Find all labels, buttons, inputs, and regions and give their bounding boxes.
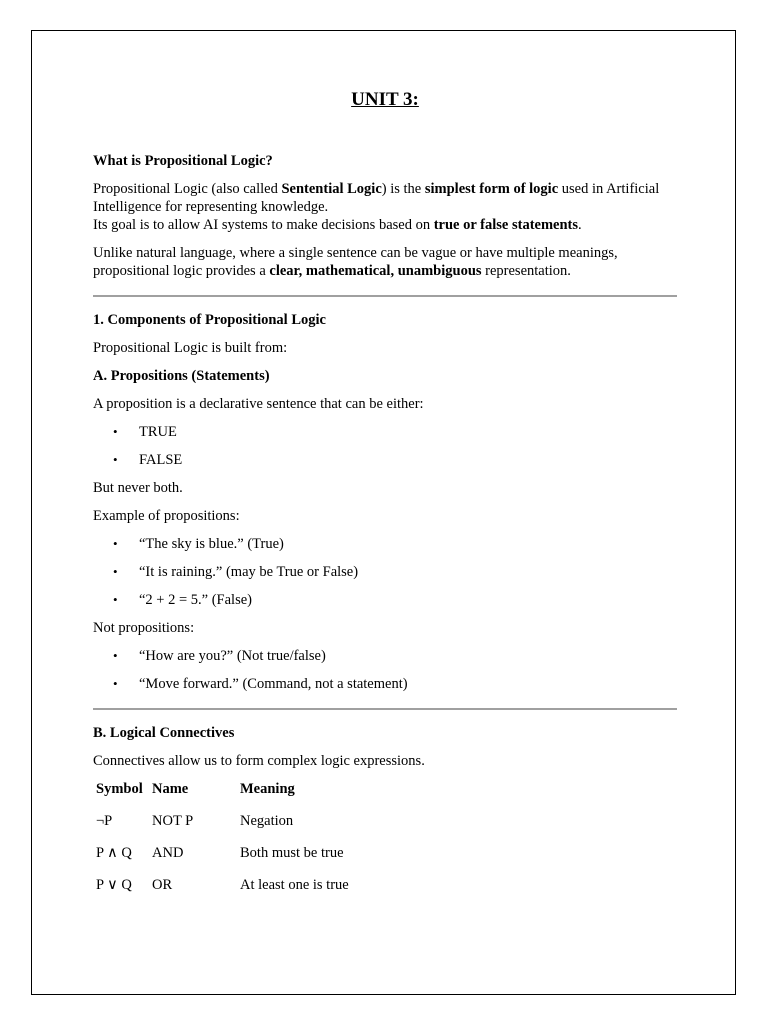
list-item-text: “It is raining.” (may be True or False) xyxy=(139,564,359,580)
examples-list xyxy=(93,535,677,609)
bold-text: Sentential Logic xyxy=(281,181,382,197)
truth-values-list xyxy=(93,423,677,469)
text-run: Propositional Logic (also called xyxy=(93,181,282,197)
text-run: . xyxy=(578,217,582,233)
subheading-propositions: A. Propositions (Statements) xyxy=(93,368,270,384)
list-item xyxy=(93,563,677,581)
list-item xyxy=(93,423,677,441)
list-item xyxy=(93,591,677,609)
document-body xyxy=(93,88,677,908)
intro-paragraph-1 xyxy=(93,180,677,234)
table-cell-name: AND xyxy=(152,845,184,861)
text-run: Its goal is to allow AI systems to make decisions based on xyxy=(93,217,434,233)
section-heading-intro: What is Propositional Logic? xyxy=(93,153,273,169)
components-intro: Propositional Logic is built from: xyxy=(93,340,288,356)
page-title: UNIT 3: xyxy=(351,89,419,110)
list-item xyxy=(93,647,677,665)
text-run: Unlike natural language, where a single sentence can be vague or have multiple meanings, propositional logic provides a xyxy=(93,245,618,279)
text-run: ) is the xyxy=(381,181,425,197)
bold-text: true or false statements xyxy=(433,217,579,233)
column-header-name: Name xyxy=(152,781,189,797)
never-both-text: But never both. xyxy=(93,480,183,496)
table-cell-meaning: Both must be true xyxy=(240,845,344,861)
intro-paragraph-2 xyxy=(93,244,677,280)
bullet-icon: • xyxy=(113,648,118,663)
table-cell-meaning: At least one is true xyxy=(240,877,349,893)
connectives-intro: Connectives allow us to form complex logic expressions. xyxy=(93,753,425,769)
bullet-icon: • xyxy=(113,564,118,579)
examples-label: Example of propositions: xyxy=(93,508,240,524)
bullet-icon: • xyxy=(113,676,118,691)
list-item xyxy=(93,535,677,553)
bold-text: simplest form of logic xyxy=(424,181,559,197)
list-item xyxy=(93,675,677,693)
text-run: representation. xyxy=(481,263,571,279)
table-header-row xyxy=(93,780,440,812)
list-item xyxy=(93,451,677,469)
bold-text: clear, mathematical, unambiguous xyxy=(269,263,482,279)
table-cell-symbol: P ∧ Q xyxy=(96,845,132,861)
table-cell-symbol: ¬P xyxy=(96,813,113,829)
table-cell-name: NOT P xyxy=(152,813,194,829)
table-row xyxy=(93,876,440,908)
list-item-text: “How are you?” (Not true/false) xyxy=(139,648,326,664)
bullet-icon: • xyxy=(113,452,118,467)
not-propositions-label: Not propositions: xyxy=(93,620,195,636)
table-cell-symbol: P ∨ Q xyxy=(96,877,132,893)
proposition-definition: A proposition is a declarative sentence that can be either: xyxy=(93,396,424,412)
column-header-meaning: Meaning xyxy=(240,781,295,797)
list-item-text: “2 + 2 = 5.” (False) xyxy=(139,592,252,608)
connectives-table xyxy=(93,780,440,908)
not-propositions-list xyxy=(93,647,677,693)
list-item-text: FALSE xyxy=(139,452,183,468)
text-run: used in Artificial Intelligence for representing knowledge. xyxy=(93,181,660,215)
bullet-icon: • xyxy=(113,592,118,607)
table-cell-name: OR xyxy=(152,877,173,893)
table-row xyxy=(93,812,440,844)
table-row xyxy=(93,844,440,876)
column-header-symbol: Symbol xyxy=(96,781,143,797)
section-heading-connectives: B. Logical Connectives xyxy=(93,725,235,741)
list-item-text: “Move forward.” (Command, not a statement) xyxy=(139,676,408,692)
section-heading-components: 1. Components of Propositional Logic xyxy=(93,312,326,328)
table-cell-meaning: Negation xyxy=(240,813,294,829)
list-item-text: “The sky is blue.” (True) xyxy=(139,536,284,552)
list-item-text: TRUE xyxy=(139,424,177,440)
bullet-icon: • xyxy=(113,424,118,439)
horizontal-rule xyxy=(93,295,677,297)
horizontal-rule xyxy=(93,708,677,710)
bullet-icon: • xyxy=(113,536,118,551)
